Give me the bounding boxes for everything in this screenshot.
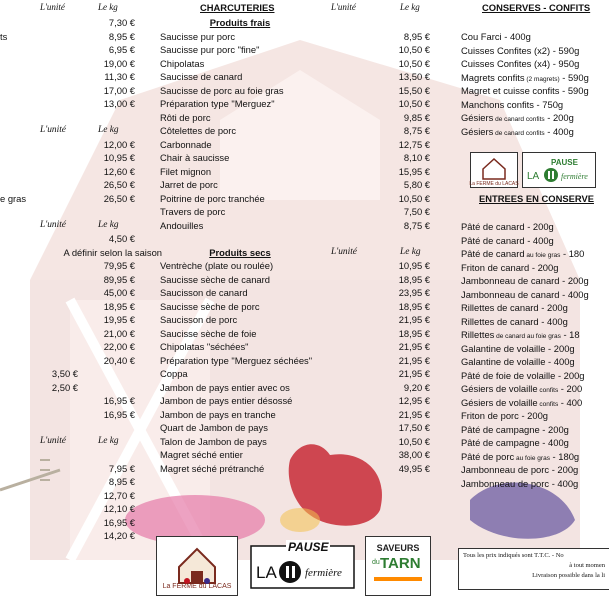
entree-item [461, 315, 568, 328]
entree-item [461, 450, 579, 463]
left-row-kg-price: 26,50 € [103, 179, 135, 190]
left-row-kg-price: 45,00 € [103, 287, 135, 298]
item-text: Galantine de volaille - 400g [461, 356, 575, 367]
product-kg-price: 10,50 € [398, 44, 430, 55]
left-row-kg-price: 8,95 € [108, 30, 135, 42]
item-text: Pâté de canard - 200g [461, 221, 554, 232]
item-detail: au foie gras [514, 454, 550, 462]
entrees-title: ENTREES EN CONSERVE [479, 193, 594, 204]
product-name: Coppa [160, 368, 188, 379]
product-name: Saucisse de porc au foie gras [160, 84, 284, 96]
item-text: Pâté de canard [461, 248, 525, 259]
product-name: Préparation type "Merguez" [160, 98, 275, 109]
item-detail: (2 magrets) [524, 75, 560, 83]
left-row-kg-price: Le kg [98, 435, 119, 446]
product-kg-price: 21,95 € [398, 408, 430, 420]
entree-item [461, 328, 580, 341]
entree-item [461, 247, 584, 260]
left-row-kg-price: 12,60 € [103, 165, 135, 177]
tarn-text: TARN [380, 555, 421, 572]
confit-item [461, 44, 579, 57]
product-name: Saucisson de porc [160, 314, 238, 325]
product-name: Andouilles [160, 219, 204, 231]
product-name: Quart de Jambon de pays [160, 422, 268, 433]
item-text: Pâté de canard - 400g [461, 234, 554, 246]
product-kg-price: 12,95 € [398, 395, 430, 406]
product-kg-price: 18,95 € [398, 273, 430, 285]
left-row-kg-price: 19,00 € [103, 57, 135, 69]
product-name: Jambon de pays entier avec os [160, 381, 290, 393]
conserves-confits-title: CONSERVES - CONFITS [482, 2, 591, 13]
left-row-kg-price: 14,20 € [103, 530, 135, 541]
ferme-lacas-logo [156, 536, 238, 596]
product-name: Saucisse pur porc "fine" [160, 44, 260, 55]
left-row-kg-price: Le kg [98, 219, 119, 230]
item-text: Rillettes [461, 329, 495, 340]
product-kg-price: Le kg [400, 246, 421, 257]
left-row-kg-price: 89,95 € [103, 273, 135, 285]
entree-item [461, 274, 589, 287]
item-text: Pâté de campagne - 200g [461, 423, 569, 435]
product-name: Rôti de porc [160, 111, 211, 123]
product-name: Chair à saucisse [160, 152, 230, 163]
item-text: Gésiers de volaille [461, 396, 538, 408]
confit-item [461, 125, 574, 138]
entree-item [461, 288, 589, 301]
confit-item [461, 98, 563, 111]
left-row-label: ts [0, 30, 8, 42]
confit-item [461, 111, 574, 124]
product-name: Magret séché entier [160, 449, 243, 460]
confit-item [461, 71, 589, 84]
left-row-unit-price: L'unité [40, 435, 66, 446]
product-name: Carbonnade [160, 138, 212, 150]
pricing-note-line2: à tout momen [569, 562, 605, 569]
product-name: Chipolatas [160, 57, 205, 69]
pause-text: PAUSE [288, 540, 329, 554]
left-row-label: e gras [0, 192, 27, 204]
product-name: Travers de porc [160, 206, 226, 217]
charcuteries-unit-header: L'unité [331, 2, 356, 12]
left-row-kg-price: 16,95 € [103, 516, 135, 528]
left-row-unit-price: A définir selon la saison [63, 246, 162, 258]
pause-fermiere-logo [250, 540, 355, 590]
entree-item [461, 396, 582, 409]
product-kg-price: 49,95 € [398, 462, 430, 474]
product-kg-price: 10,50 € [398, 98, 430, 109]
item-text: Jambonneau de porc - 200g [461, 464, 579, 475]
entree-item [461, 409, 548, 422]
item-text: Pâté de porc [461, 450, 515, 462]
item-text: Gésiers [461, 125, 494, 137]
left-col-unit-header: L'unité [40, 2, 65, 12]
confit-item [461, 84, 589, 97]
left-row-kg-price: 21,00 € [103, 327, 135, 339]
item-text: Pâté de campagne - 400g [461, 437, 569, 448]
item-text: Cou Farci - 400g [461, 31, 531, 42]
left-row-kg-price: 17,00 € [103, 84, 135, 96]
product-kg-price: 18,95 € [398, 300, 430, 312]
product-kg-price: 9,85 € [403, 111, 430, 123]
left-row-kg-price: 13,00 € [103, 98, 135, 109]
svg-text:LA: LA [527, 171, 540, 182]
product-name: Jambon de pays entier désossé [160, 395, 293, 406]
charcuteries-kg-header: Le kg [400, 2, 420, 12]
product-kg-price: 15,50 € [398, 84, 430, 96]
left-row-kg-price: 11,30 € [104, 71, 135, 82]
item-detail: confits [537, 387, 559, 394]
tarn-stripe [374, 577, 422, 581]
barn-icon [471, 153, 517, 187]
left-row-kg-price: 7,95 € [108, 462, 135, 474]
item-text: Gésiers de volaille [461, 383, 538, 394]
item-text: Pâté de foie de volaille - 200g [461, 369, 585, 381]
product-kg-price: 13,50 € [398, 71, 430, 82]
entree-item [461, 220, 554, 233]
item-weight: - 18 [560, 329, 580, 340]
entree-item [461, 382, 582, 395]
confit-item [461, 57, 579, 70]
product-kg-price: 5,80 € [403, 179, 430, 190]
left-row-kg-price: 4,50 € [108, 233, 135, 244]
pricing-note-line1: Tous les prix indiqués sont T.T.C. - No [463, 552, 564, 559]
subheading-label: Produits secs [209, 246, 271, 258]
left-row-unit-price: 3,50 € [51, 368, 78, 379]
left-row-kg-price: 12,70 € [103, 489, 135, 501]
left-col-kg-header: Le kg [98, 2, 118, 12]
item-text: Magrets confits [461, 71, 525, 83]
product-kg-price: 9,20 € [403, 381, 430, 393]
item-weight: - 200g [544, 112, 574, 123]
item-text: Gésiers [461, 112, 494, 123]
product-name: Jambon de pays en tranche [160, 408, 276, 420]
left-row-kg-price: 16,95 € [103, 395, 135, 406]
pause-fermiere-text: fermière [305, 567, 342, 579]
pricing-note-line3: Livraison possible dans la li [532, 572, 605, 579]
left-row-kg-price: 22,00 € [103, 341, 135, 352]
left-row-kg-price: 19,95 € [103, 314, 135, 325]
product-name: Filet mignon [160, 165, 212, 177]
left-row-kg-price: 7,30 € [108, 17, 135, 28]
product-name: Chipolatas "séchées" [160, 341, 249, 352]
product-kg-price: 21,95 € [398, 314, 430, 325]
item-weight: - 180g [549, 450, 580, 462]
entree-item [461, 423, 569, 436]
svg-text:fermière: fermière [561, 172, 588, 181]
product-kg-price: 10,50 € [398, 57, 430, 69]
item-text: Galantine de volaille - 200g [461, 342, 575, 354]
left-row-unit-price: L'unité [40, 125, 66, 135]
item-text: Jambonneau de canard - 400g [461, 288, 589, 300]
item-text: Rillettes de canard - 400g [461, 315, 568, 327]
pause-la-text: LA [256, 563, 277, 582]
entree-item [461, 477, 578, 490]
item-detail: confits [537, 400, 559, 408]
product-kg-price: 23,95 € [398, 287, 430, 298]
left-row-kg-price: 8,95 € [108, 476, 135, 487]
item-text: Manchons confits - 750g [461, 98, 564, 110]
pricing-note [458, 548, 609, 590]
item-text: Friton de porc - 200g [461, 410, 549, 421]
entree-item [461, 463, 578, 476]
product-kg-price: 10,95 € [398, 260, 430, 271]
product-kg-price: 10,50 € [398, 435, 430, 447]
product-kg-price: 18,95 € [398, 327, 430, 339]
entree-item [461, 261, 558, 274]
saveurs-text: SAVEURS [376, 543, 420, 553]
left-row-kg-price: Le kg [98, 125, 119, 135]
product-kg-price: 8,10 € [403, 152, 430, 163]
ferme-lacas-logo-text: La FERME du LACAS [162, 583, 232, 590]
item-weight: - 400g [544, 125, 574, 137]
product-kg-price: 21,95 € [398, 354, 430, 366]
item-text: Cuisses Confites (x4) - 950g [461, 58, 580, 69]
product-kg-price: 12,75 € [398, 138, 430, 150]
entree-item [461, 355, 575, 368]
left-row-unit-price: 2,50 € [51, 381, 78, 393]
item-text: Rillettes de canard - 200g [461, 302, 568, 313]
left-row-kg-price: 79,95 € [103, 260, 135, 271]
product-kg-price: 8,95 € [403, 30, 430, 42]
product-name: Préparation type "Merguez séchées" [160, 354, 313, 366]
product-name: Talon de Jambon de pays [160, 435, 267, 447]
product-name: Saucisse pur porc [160, 30, 236, 42]
item-text: Friton de canard - 200g [461, 261, 559, 273]
item-text: Cuisses Confites (x2) - 590g [461, 44, 580, 56]
item-weight: - 180 [560, 248, 585, 259]
item-text: Jambonneau de canard - 200g [461, 275, 589, 286]
confit-item [461, 30, 531, 43]
left-row-kg-price: 26,50 € [103, 192, 135, 204]
item-detail: au foie gras [524, 252, 561, 259]
left-row-unit-price: L'unité [40, 219, 66, 230]
entree-item [461, 369, 585, 382]
du-text: du [372, 559, 380, 566]
entree-item [461, 436, 569, 449]
left-row-kg-price: 10,95 € [103, 152, 135, 163]
product-kg-price: 38,00 € [398, 449, 430, 460]
product-name: Côtelettes de porc [160, 125, 237, 136]
product-kg-price: 17,50 € [398, 422, 430, 433]
subheading-label: Produits frais [209, 17, 271, 28]
left-row-kg-price: 16,95 € [103, 408, 135, 420]
left-row-kg-price: 12,10 € [103, 503, 135, 514]
item-weight: - 590g [559, 85, 589, 96]
product-name: Saucisse sèche de canard [160, 273, 270, 285]
product-kg-price: 21,95 € [398, 368, 430, 379]
item-detail: de canard au foie gras [494, 333, 561, 340]
product-name: Magret séché prétranché [160, 462, 265, 474]
svg-text:PAUSE: PAUSE [551, 158, 578, 167]
charcuteries-title: CHARCUTERIES [200, 2, 275, 13]
item-weight: - 400 [558, 396, 583, 408]
item-weight: - 200 [558, 383, 583, 394]
product-name: Saucisson de canard [160, 287, 248, 298]
entree-item [461, 301, 568, 314]
product-name: Poitrine de porc tranchée [160, 192, 265, 204]
svg-text:La FERME du LACAS: La FERME du LACAS [469, 181, 519, 187]
ferme-lacas-logo-small [470, 152, 518, 188]
product-name: Ventrèche (plate ou roulée) [160, 260, 274, 271]
saveurs-tarn-logo [365, 536, 431, 596]
product-kg-price: 8,75 € [403, 219, 430, 231]
product-kg-price: 15,95 € [398, 165, 430, 177]
item-weight: - 590g [559, 71, 589, 83]
product-kg-price: 21,95 € [398, 341, 430, 352]
pause-fermiere-mark [523, 153, 595, 187]
left-row-kg-price: 6,95 € [108, 44, 135, 55]
left-row-kg-price: 12,00 € [103, 138, 135, 150]
product-kg-price: 8,75 € [403, 125, 430, 136]
pause-fermiere-logo-small [522, 152, 596, 188]
product-name: Jarret de porc [160, 179, 218, 190]
product-name: Saucisse sèche de porc [160, 300, 260, 312]
product-kg-price: 10,50 € [398, 192, 430, 204]
product-unit-price: L'unité [331, 246, 357, 257]
item-text: Magret et cuisse confits [461, 85, 560, 96]
item-detail: de canard confits [493, 129, 545, 137]
product-kg-price: 7,50 € [403, 206, 430, 217]
product-name: Saucisse de canard [160, 71, 243, 82]
product-name: Saucisse sèche de foie [160, 327, 257, 339]
entree-item [461, 234, 554, 247]
left-row-kg-price: 18,95 € [103, 300, 135, 312]
left-row-kg-price: 20,40 € [103, 354, 135, 366]
entree-item [461, 342, 575, 355]
item-text: Jambonneau de porc - 400g [461, 477, 579, 489]
item-detail: de canard confits [493, 116, 545, 123]
